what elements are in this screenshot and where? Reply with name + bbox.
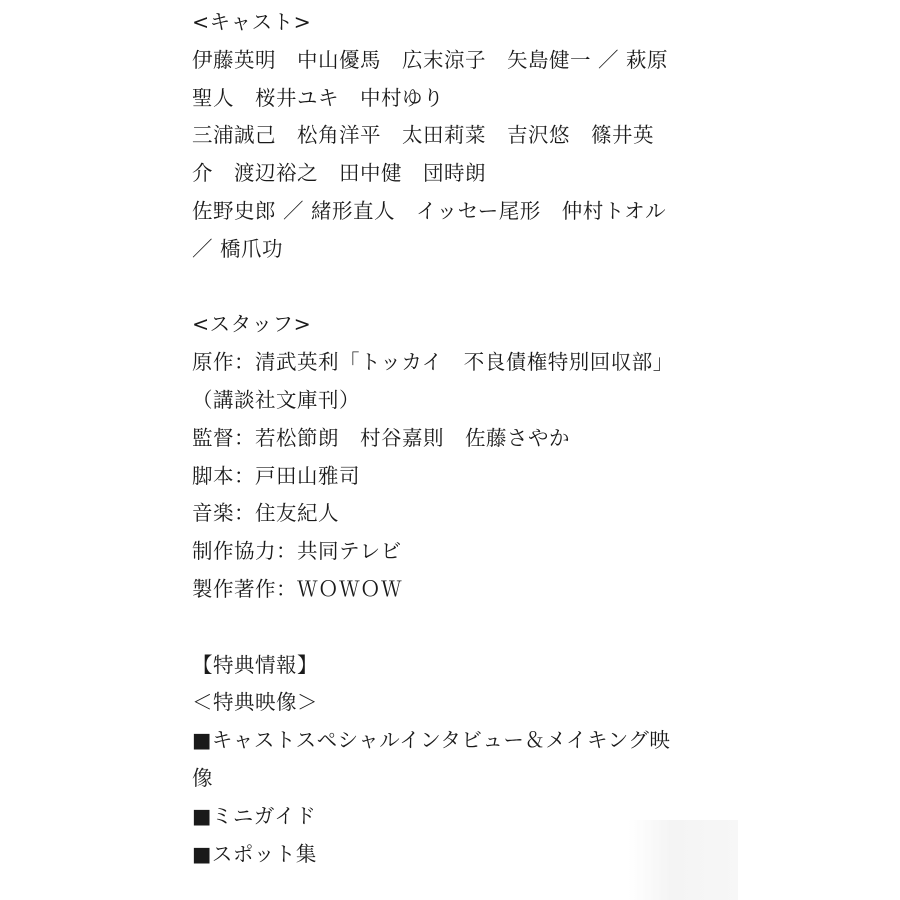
- bonus-line: ■ミニガイド: [192, 803, 317, 828]
- bonus-subheading: ＜特典映像＞: [192, 690, 318, 715]
- staff-line: 制作協力：共同テレビ: [192, 539, 402, 564]
- blank-line: [192, 609, 712, 647]
- staff-line: 原作：清武英利「トッカイ 不良債権特別回収部」: [192, 350, 674, 375]
- cast-heading: <キャスト>: [192, 10, 312, 34]
- cast-line: 介 渡辺裕之 田中健 団時朗: [192, 161, 486, 186]
- bonus-line: 像: [192, 765, 213, 790]
- staff-line: 監督：若松節朗 村谷嘉則 佐藤さやか: [192, 425, 570, 450]
- document-body: [192, 4, 712, 873]
- cast-line: 佐野史郎 ／ 緒形直人 イッセー尾形 仲村トオル: [192, 198, 667, 223]
- bonus-heading: 【特典情報】: [192, 652, 318, 677]
- cast-line: 三浦誠己 松角洋平 太田莉菜 吉沢悠 篠井英: [192, 123, 654, 148]
- staff-line: 製作著作：ＷＯＷＯＷ: [192, 576, 402, 601]
- staff-line: 音楽：住友紀人: [192, 501, 339, 526]
- staff-line: （講談社文庫刊）: [192, 387, 360, 412]
- bonus-line: ■スポット集: [192, 841, 317, 866]
- background-shade: [628, 820, 738, 900]
- cast-line: 聖人 桜井ユキ 中村ゆり: [192, 85, 444, 110]
- staff-heading: <スタッフ>: [192, 312, 312, 337]
- cast-line: 伊藤英明 中山優馬 広末涼子 矢島健一 ／ 萩原: [192, 47, 669, 72]
- staff-line: 脚本：戸田山雅司: [192, 463, 360, 488]
- cast-line: ／ 橋爪功: [192, 236, 284, 261]
- blank-line: [192, 269, 712, 307]
- bonus-line: ■キャストスペシャルインタビュー＆メイキング映: [192, 728, 671, 753]
